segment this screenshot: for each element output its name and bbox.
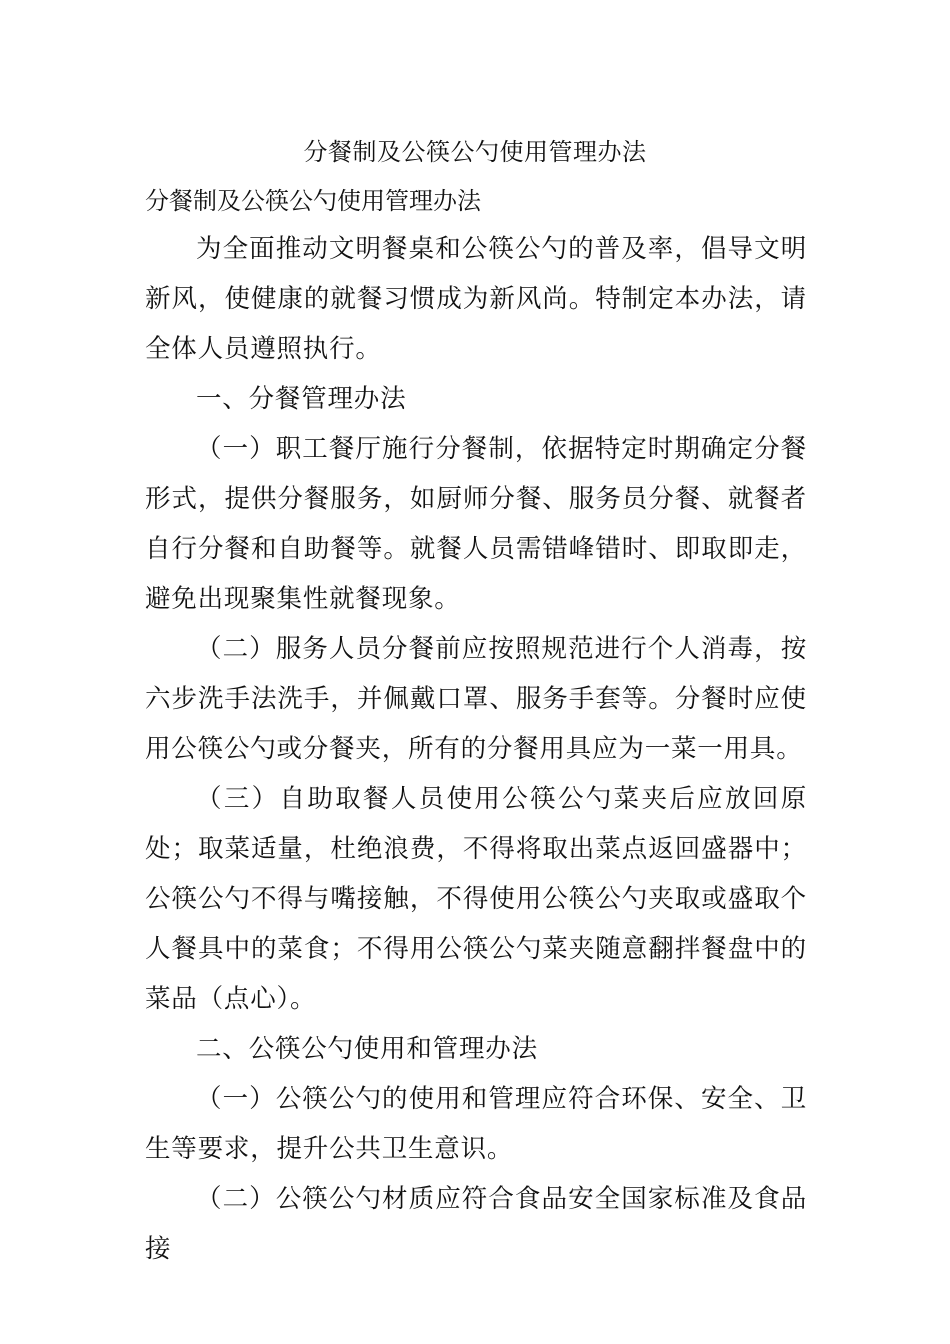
paragraph-2-1: （一）公筷公勺的使用和管理应符合环保、安全、卫生等要求，提升公共卫生意识。 [145, 1084, 807, 1164]
section-heading-2: 二、公筷公勺使用和管理办法 [196, 1034, 538, 1064]
paragraph-2-2: （二）公筷公勺材质应符合食品安全国家标准及食品接 [145, 1184, 807, 1264]
paragraph-1-3: （三）自助取餐人员使用公筷公勺菜夹后应放回原处；取菜适量，杜绝浪费，不得将取出菜点返回盛器中；公筷公勺不得与嘴接触，不得使用公筷公勺夹取或盛取个人餐具中的菜食；不得用公筷公勺菜夹随意翻拌餐盘中的菜品（点心）。 [145, 784, 807, 1014]
document-body [145, 224, 807, 1274]
section-heading-1: 一、分餐管理办法 [196, 384, 407, 414]
intro-paragraph: 为全面推动文明餐桌和公筷公勺的普及率，倡导文明新风，使健康的就餐习惯成为新风尚。特制定本办法，请全体人员遵照执行。 [145, 234, 807, 364]
paragraph-1-2: （二）服务人员分餐前应按照规范进行个人消毒，按六步洗手法洗手，并佩戴口罩、服务手套等。分餐时应使用公筷公勺或分餐夹，所有的分餐用具应为一菜一用具。 [145, 634, 807, 764]
document-title: 分餐制及公筷公勺使用管理办法 [303, 138, 647, 166]
document-subtitle: 分餐制及公筷公勺使用管理办法 [145, 187, 481, 215]
paragraph-1-1: （一）职工餐厅施行分餐制，依据特定时期确定分餐形式，提供分餐服务，如厨师分餐、服务员分餐、就餐者自行分餐和自助餐等。就餐人员需错峰错时、即取即走，避免出现聚集性就餐现象。 [145, 434, 807, 614]
